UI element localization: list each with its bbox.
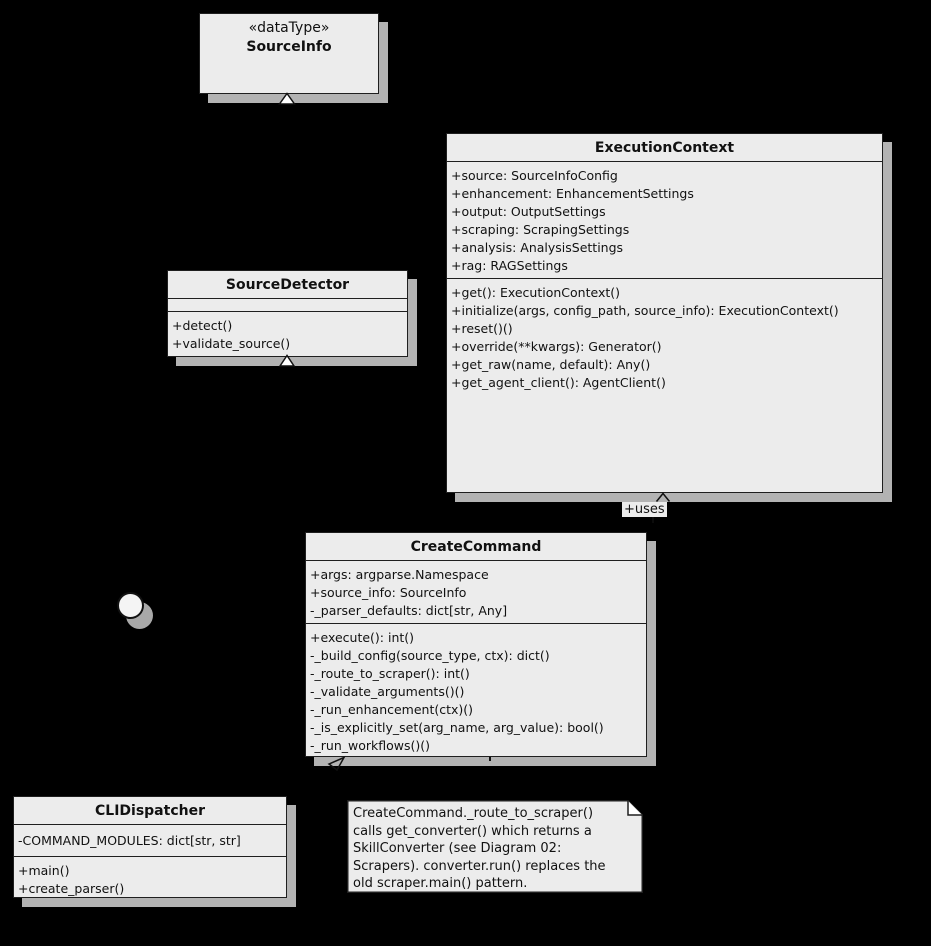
- note-line: Scrapers). converter.run() replaces the: [353, 858, 606, 874]
- attribute: +analysis: AnalysisSettings: [451, 240, 624, 255]
- open-arrowhead-icon: [657, 494, 670, 502]
- method: -_route_to_scraper(): int(): [310, 666, 470, 681]
- method: -_build_config(source_type, ctx): dict(): [310, 648, 550, 663]
- method: +main(): [18, 863, 70, 878]
- generalization-arrowhead-icon: [280, 356, 294, 367]
- class-name: CreateCommand: [306, 533, 646, 561]
- note-text: [353, 805, 637, 893]
- methods-compartment: [14, 857, 286, 901]
- attribute: -_parser_defaults: dict[str, Any]: [310, 603, 508, 618]
- attribute: +source_info: SourceInfo: [310, 585, 467, 600]
- attribute: +args: argparse.Namespace: [310, 567, 489, 582]
- uml-class-source-detector: [167, 270, 408, 357]
- methods-compartment: [306, 624, 646, 758]
- attribute: +output: OutputSettings: [451, 204, 606, 219]
- class-name: ExecutionContext: [447, 134, 882, 162]
- attributes-compartment: [447, 162, 882, 279]
- class-name: CLIDispatcher: [14, 797, 286, 825]
- method: +get_agent_client(): AgentClient(): [451, 375, 666, 390]
- attribute: +enhancement: EnhancementSettings: [451, 186, 694, 201]
- interface-lollipop-icon: [117, 592, 144, 619]
- class-name: SourceDetector: [168, 271, 407, 299]
- edge-label-uses: +uses: [624, 502, 665, 517]
- method: +validate_source(): [172, 336, 291, 351]
- method: -_validate_arguments()(): [310, 684, 465, 699]
- uml-class-source-info: [199, 13, 379, 94]
- uml-class-create-command: [305, 532, 647, 757]
- class-name: SourceInfo: [246, 39, 332, 55]
- class-stereotype: «dataType»: [248, 20, 330, 36]
- method: +detect(): [172, 318, 233, 333]
- method: -_run_enhancement(ctx)(): [310, 702, 474, 717]
- attributes-compartment: [306, 561, 646, 624]
- uml-note: [347, 800, 643, 893]
- method: -_is_explicitly_set(arg_name, arg_value): bool(): [310, 720, 604, 735]
- method: +initialize(args, config_path, source_info): ExecutionContext(): [451, 303, 839, 318]
- note-line: old scraper.main() pattern.: [353, 876, 528, 891]
- attribute: +rag: RAGSettings: [451, 258, 568, 273]
- method: +create_parser(): [18, 881, 125, 896]
- method: +override(**kwargs): Generator(): [451, 339, 662, 354]
- method: +get_raw(name, default): Any(): [451, 357, 651, 372]
- methods-compartment: [168, 312, 407, 356]
- method: +get(): ExecutionContext(): [451, 285, 621, 300]
- method: -_run_workflows()(): [310, 738, 431, 753]
- attribute: -COMMAND_MODULES: dict[str, str]: [18, 833, 241, 848]
- note-line: SkillConverter (see Diagram 02:: [353, 841, 562, 856]
- method: +execute(): int(): [310, 630, 415, 645]
- class-header: [200, 14, 378, 61]
- method: +reset()(): [451, 321, 513, 336]
- note-line: CreateCommand._route_to_scraper(): [353, 806, 594, 821]
- methods-compartment: [447, 279, 882, 492]
- attribute: +scraping: ScrapingSettings: [451, 222, 630, 237]
- attribute: +source: SourceInfoConfig: [451, 168, 618, 183]
- attributes-compartment: [14, 825, 286, 857]
- uml-class-cli-dispatcher: [13, 796, 287, 898]
- open-arrowhead-icon: [329, 758, 344, 771]
- generalization-arrowhead-icon: [280, 94, 295, 105]
- attributes-compartment: [168, 299, 407, 312]
- note-line: calls get_converter() which returns a: [353, 823, 592, 839]
- uml-class-execution-context: [446, 133, 883, 493]
